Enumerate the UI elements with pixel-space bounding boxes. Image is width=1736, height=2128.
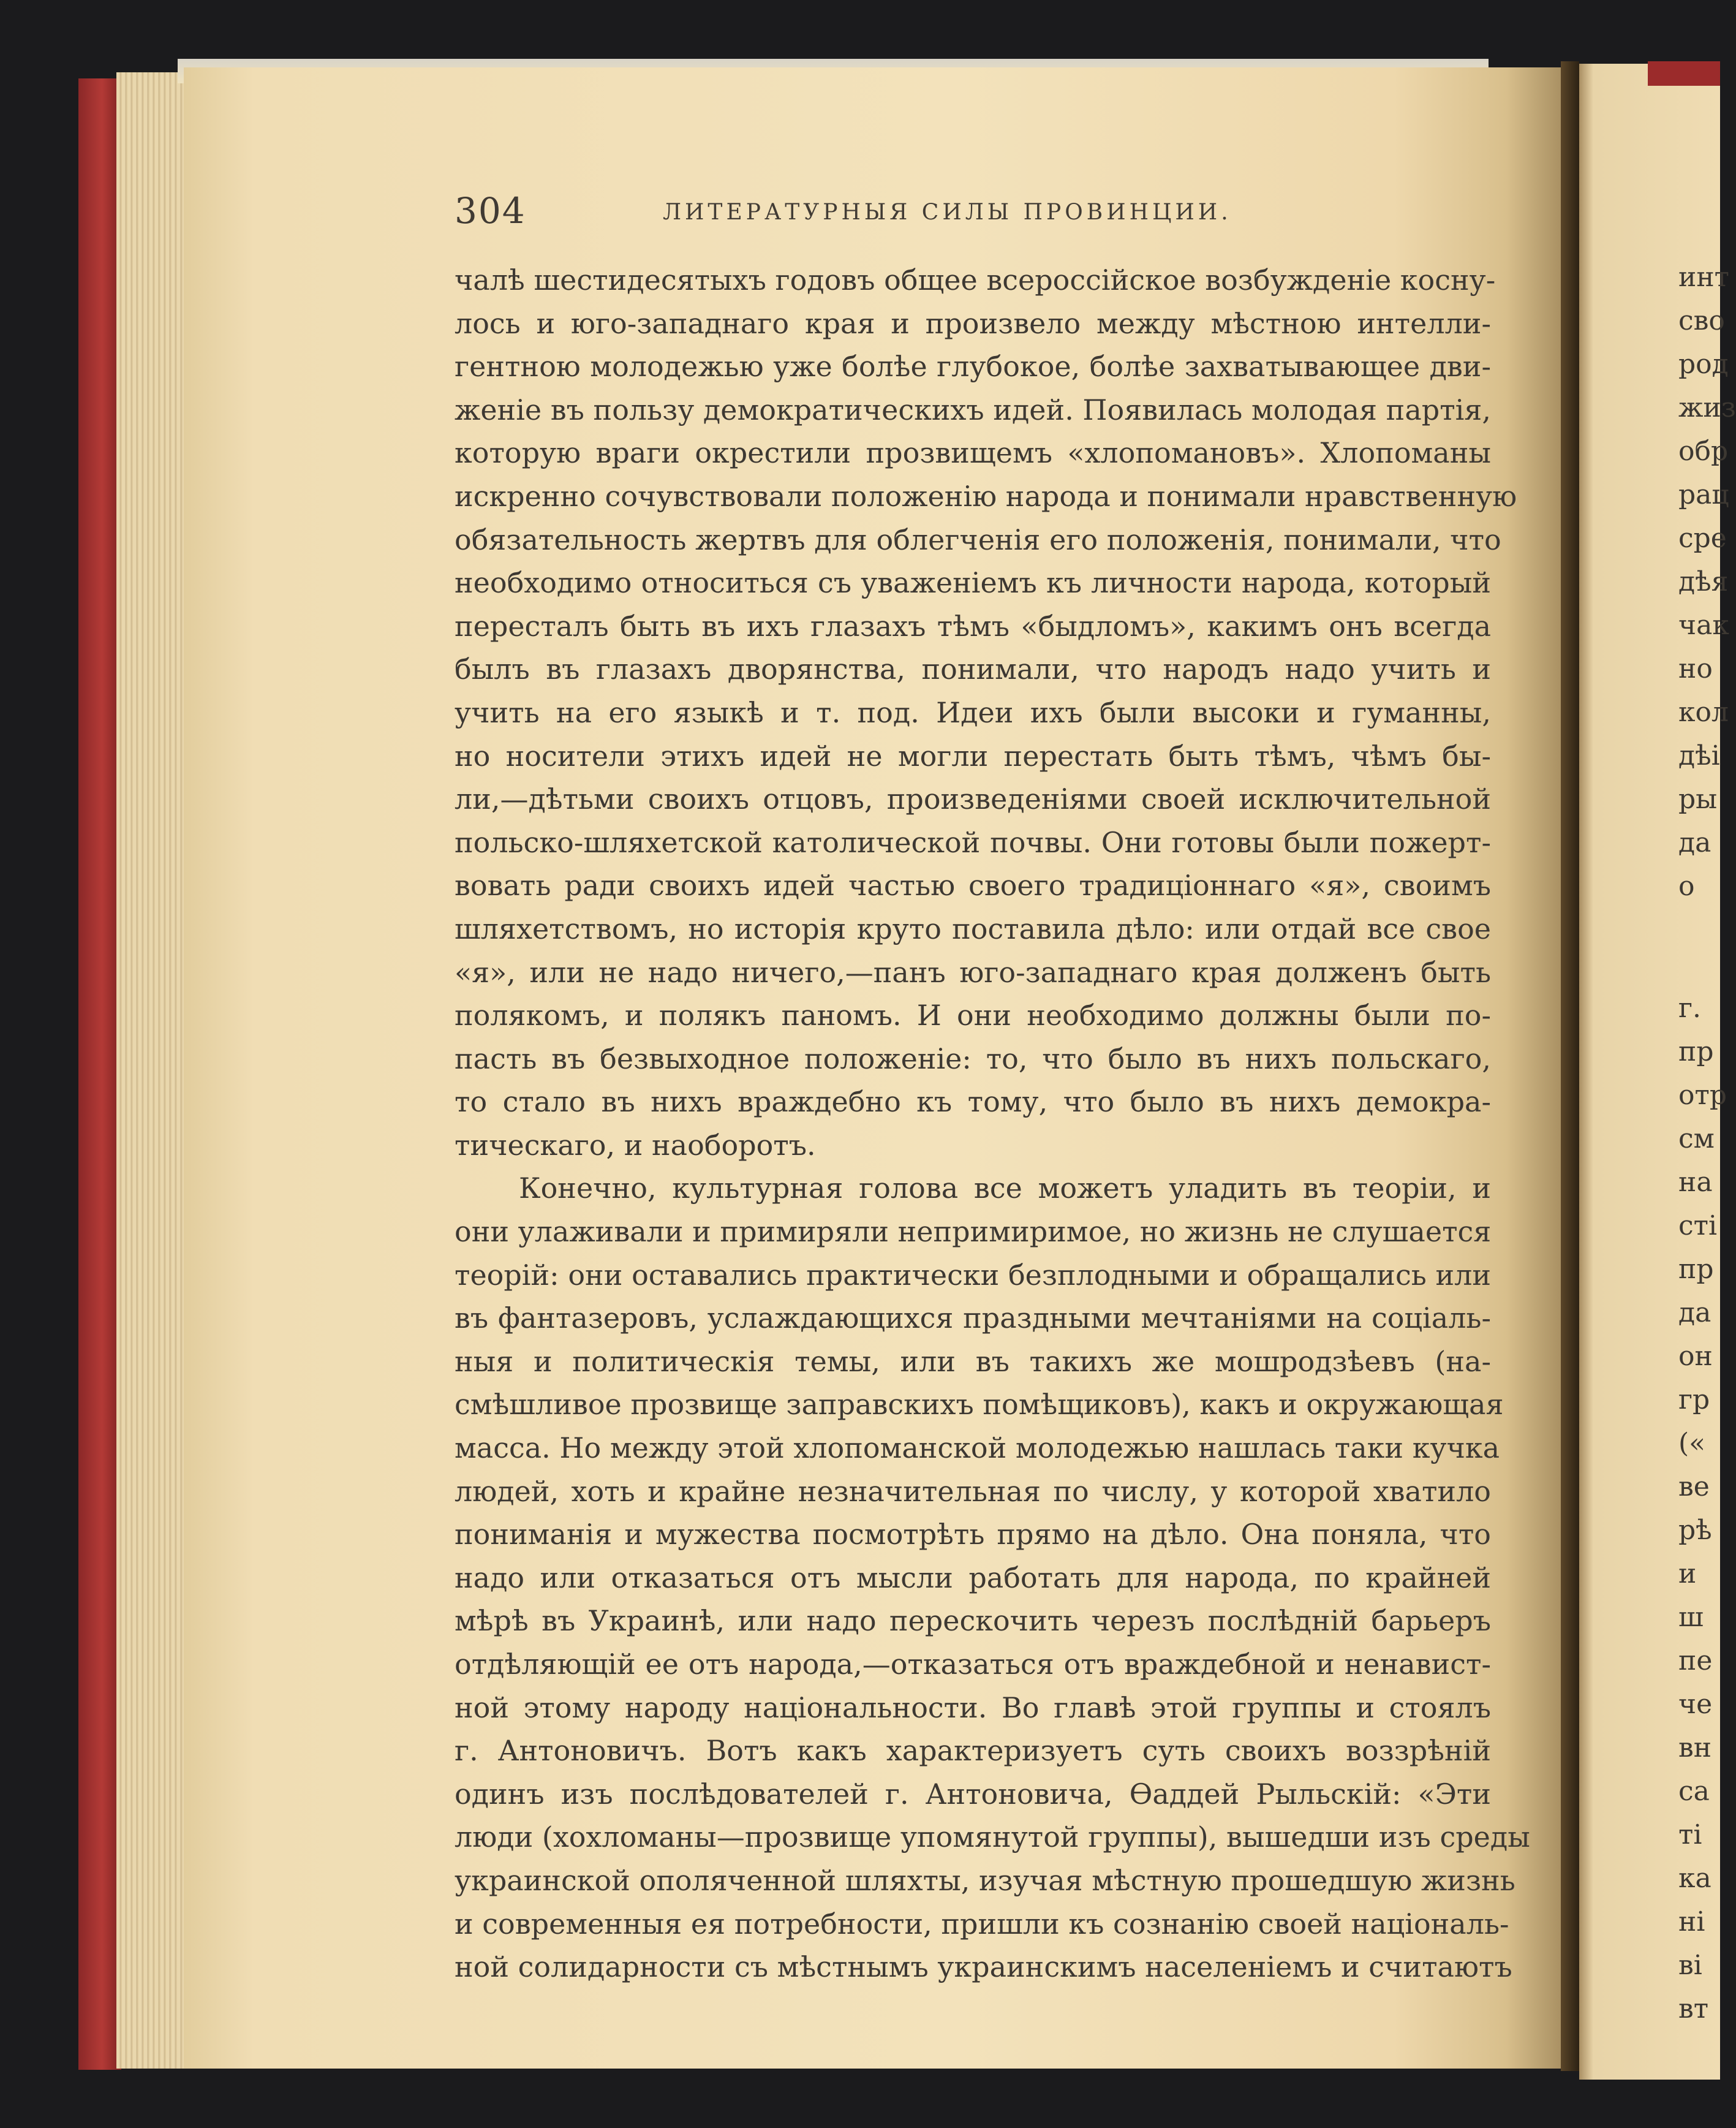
text-line: они улаживали и примиряли непримиримое, но жизнь не слушается — [455, 1215, 1492, 1249]
text-line: полякомъ, и полякъ паномъ. И они необходимо должны были по- — [455, 999, 1491, 1032]
text-line: но носители этихъ идей не могли перестать быть тѣмъ, чѣмъ бы- — [455, 739, 1491, 773]
facing-page-fragment: пр — [1678, 1254, 1714, 1285]
facing-page-fragment: о — [1678, 871, 1695, 902]
facing-page-fragment: ті — [1678, 1819, 1702, 1850]
facing-page-fragment: ка — [1678, 1863, 1711, 1894]
facing-page-fragment: сре — [1678, 523, 1727, 554]
facing-page-fragment: рац — [1678, 479, 1729, 510]
text-line: отдѣляющій ее отъ народа,—отказаться отъ враждебной и ненавист- — [455, 1648, 1491, 1681]
paragraph-end-line: тическаго, и наоборотъ. — [455, 1128, 816, 1162]
text-line: люди (хохломаны—прозвище упомянутой группы), вышедши изъ среды — [455, 1820, 1530, 1854]
text-line: мѣрѣ въ Украинѣ, или надо перескочить черезъ послѣдній барьеръ — [455, 1604, 1491, 1638]
facing-page-fragment: (« — [1678, 1428, 1706, 1459]
text-line: смѣшливое прозвище заправскихъ помѣщиковъ), какъ и окружающая — [455, 1388, 1504, 1422]
facing-page-fragment: ш — [1678, 1602, 1704, 1633]
text-line: былъ въ глазахъ дворянства, понимали, что народъ надо учить и — [455, 653, 1491, 686]
text-line: теорій: они оставались практически безплодными и обращались или — [455, 1258, 1491, 1292]
facing-page-fragment: ні — [1678, 1906, 1705, 1937]
text-line: ныя и политическія темы, или въ такихъ же мошродзѣевъ (на- — [455, 1344, 1491, 1378]
text-line: лось и юго-западнаго края и произвело между мѣстною интелли- — [455, 306, 1491, 340]
text-line: шляхетствомъ, но исторія круто поставила дѣло: или отдай все свое — [455, 912, 1491, 945]
facing-page-fragment: да — [1678, 1297, 1711, 1328]
paragraph-start-line: Конечно, культурная голова все можетъ уладить въ теоріи, и — [519, 1172, 1491, 1205]
text-line: г. Антоновичъ. Вотъ какъ характеризуетъ суть своихъ воззрѣній — [455, 1734, 1491, 1768]
facing-page-fragment: ры — [1678, 784, 1718, 815]
facing-page-fragment: сво — [1678, 305, 1725, 336]
text-line: учить на его языкѣ и т. под. Идеи ихъ были высоки и гуманны, — [455, 695, 1491, 729]
text-line: пониманія и мужества посмотрѣть прямо на дѣло. Она поняла, что — [455, 1518, 1491, 1551]
facing-page-fragment: но — [1678, 653, 1713, 684]
facing-page-fragment: да — [1678, 827, 1711, 858]
facing-page-fragment: инт — [1678, 262, 1729, 293]
facing-page-fragment: чак — [1678, 610, 1729, 641]
facing-page-fragment: дѣя — [1678, 566, 1729, 597]
facing-page-fragment: гр — [1678, 1384, 1710, 1415]
facing-page-fragment: вн — [1678, 1732, 1712, 1763]
facing-page-fragment: см — [1678, 1123, 1715, 1154]
facing-page-fragment: пр — [1678, 1036, 1714, 1067]
text-line: пересталъ быть въ ихъ глазахъ тѣмъ «быдломъ», какимъ онъ всегда — [455, 609, 1491, 643]
text-line: польско-шляхетской католической почвы. Они готовы были пожерт- — [455, 825, 1491, 859]
facing-page-fragment: дѣі — [1678, 740, 1720, 771]
text-line: «я», или не надо ничего,—панъ юго-западнаго края долженъ быть — [455, 955, 1491, 989]
text-line: людей, хоть и крайне незначительная по числу, у которой хватило — [455, 1474, 1491, 1508]
facing-page-fragment: сті — [1678, 1210, 1718, 1241]
facing-page-fragment: род — [1678, 349, 1729, 380]
body-text — [455, 259, 1530, 1989]
facing-page-fragment: са — [1678, 1776, 1710, 1807]
book-gutter — [1561, 61, 1579, 2071]
page-stack-edge — [116, 72, 190, 2069]
facing-page-fragment: отр — [1678, 1080, 1727, 1111]
facing-page-fragment: вт — [1678, 1993, 1709, 2024]
book-cover-edge — [78, 78, 121, 2070]
text-line: пасть въ безвыходное положеніе: то, что было въ нихъ польскаго, — [455, 1042, 1491, 1075]
facing-page-fragment: и — [1678, 1558, 1697, 1589]
running-head — [455, 190, 1490, 239]
text-line: искренно сочувствовали положенію народа и понимали нравственную — [455, 479, 1517, 513]
text-line: масса. Но между этой хлопоманской молодежью нашлась таки кучка — [455, 1431, 1500, 1465]
text-line: женіе въ пользу демократическихъ идей. Появилась молодая партія, — [455, 393, 1492, 426]
text-line: одинъ изъ послѣдователей г. Антоновича, Ѳаддей Рыльскій: «Эти — [455, 1777, 1491, 1811]
text-line: въ фантазеровъ, услаждающихся праздными мечтаніями на соціаль- — [455, 1301, 1491, 1335]
text-line: необходимо относиться съ уваженіемъ къ личности народа, который — [455, 566, 1491, 600]
facing-page-fragment: на — [1678, 1167, 1713, 1198]
text-line: надо или отказаться отъ мысли работать для народа, по крайней — [455, 1561, 1491, 1594]
facing-page-fragment: ві — [1678, 1950, 1702, 1981]
text-line: вовать ради своихъ идей частью своего традиціоннаго «я», своимъ — [455, 869, 1491, 903]
text-line: обязательность жертвъ для облегченія его положенія, понимали, что — [455, 523, 1501, 556]
page-number: 304 — [455, 190, 526, 232]
text-line: ной этому народу національности. Во главѣ этой группы и стоялъ — [455, 1691, 1491, 1724]
facing-cover-edge — [1648, 61, 1720, 86]
text-line: ли,—дѣтьми своихъ отцовъ, произведеніями своей исключительной — [455, 782, 1491, 816]
text-line: гентною молодежью уже болѣе глубокое, болѣе захватывающее дви- — [455, 350, 1491, 384]
text-line: украинской ополяченной шляхты, изучая мѣстную прошедшую жизнь — [455, 1863, 1515, 1897]
running-title: ЛИТЕРАТУРНЫЯ СИЛЫ ПРОВИНЦИИ. — [663, 200, 1232, 225]
facing-page-fragment: кол — [1678, 697, 1729, 728]
text-line: чалѣ шестидесятыхъ годовъ общее всероссійское возбужденіе косну- — [455, 263, 1496, 297]
facing-page-fragment: г. — [1678, 993, 1702, 1024]
facing-page-fragment: ве — [1678, 1471, 1710, 1502]
text-line: и современныя ея потребности, пришли къ сознанію своей національ- — [455, 1907, 1509, 1941]
text-line: то стало въ нихъ враждебно къ тому, что было въ нихъ демокра- — [455, 1085, 1491, 1119]
facing-page-fragment: он — [1678, 1341, 1713, 1372]
facing-page-fragment: жиз — [1678, 392, 1736, 423]
facing-page-fragment: пе — [1678, 1645, 1713, 1676]
text-line: которую враги окрестили прозвищемъ «хлопомановъ». Хлопоманы — [455, 436, 1491, 470]
facing-page-fragment: рѣ — [1678, 1515, 1712, 1546]
facing-page-fragment: обр — [1678, 436, 1729, 467]
text-line: ной солидарности съ мѣстнымъ украинскимъ населеніемъ и считаютъ — [455, 1950, 1512, 1984]
facing-page-fragment: че — [1678, 1689, 1713, 1720]
